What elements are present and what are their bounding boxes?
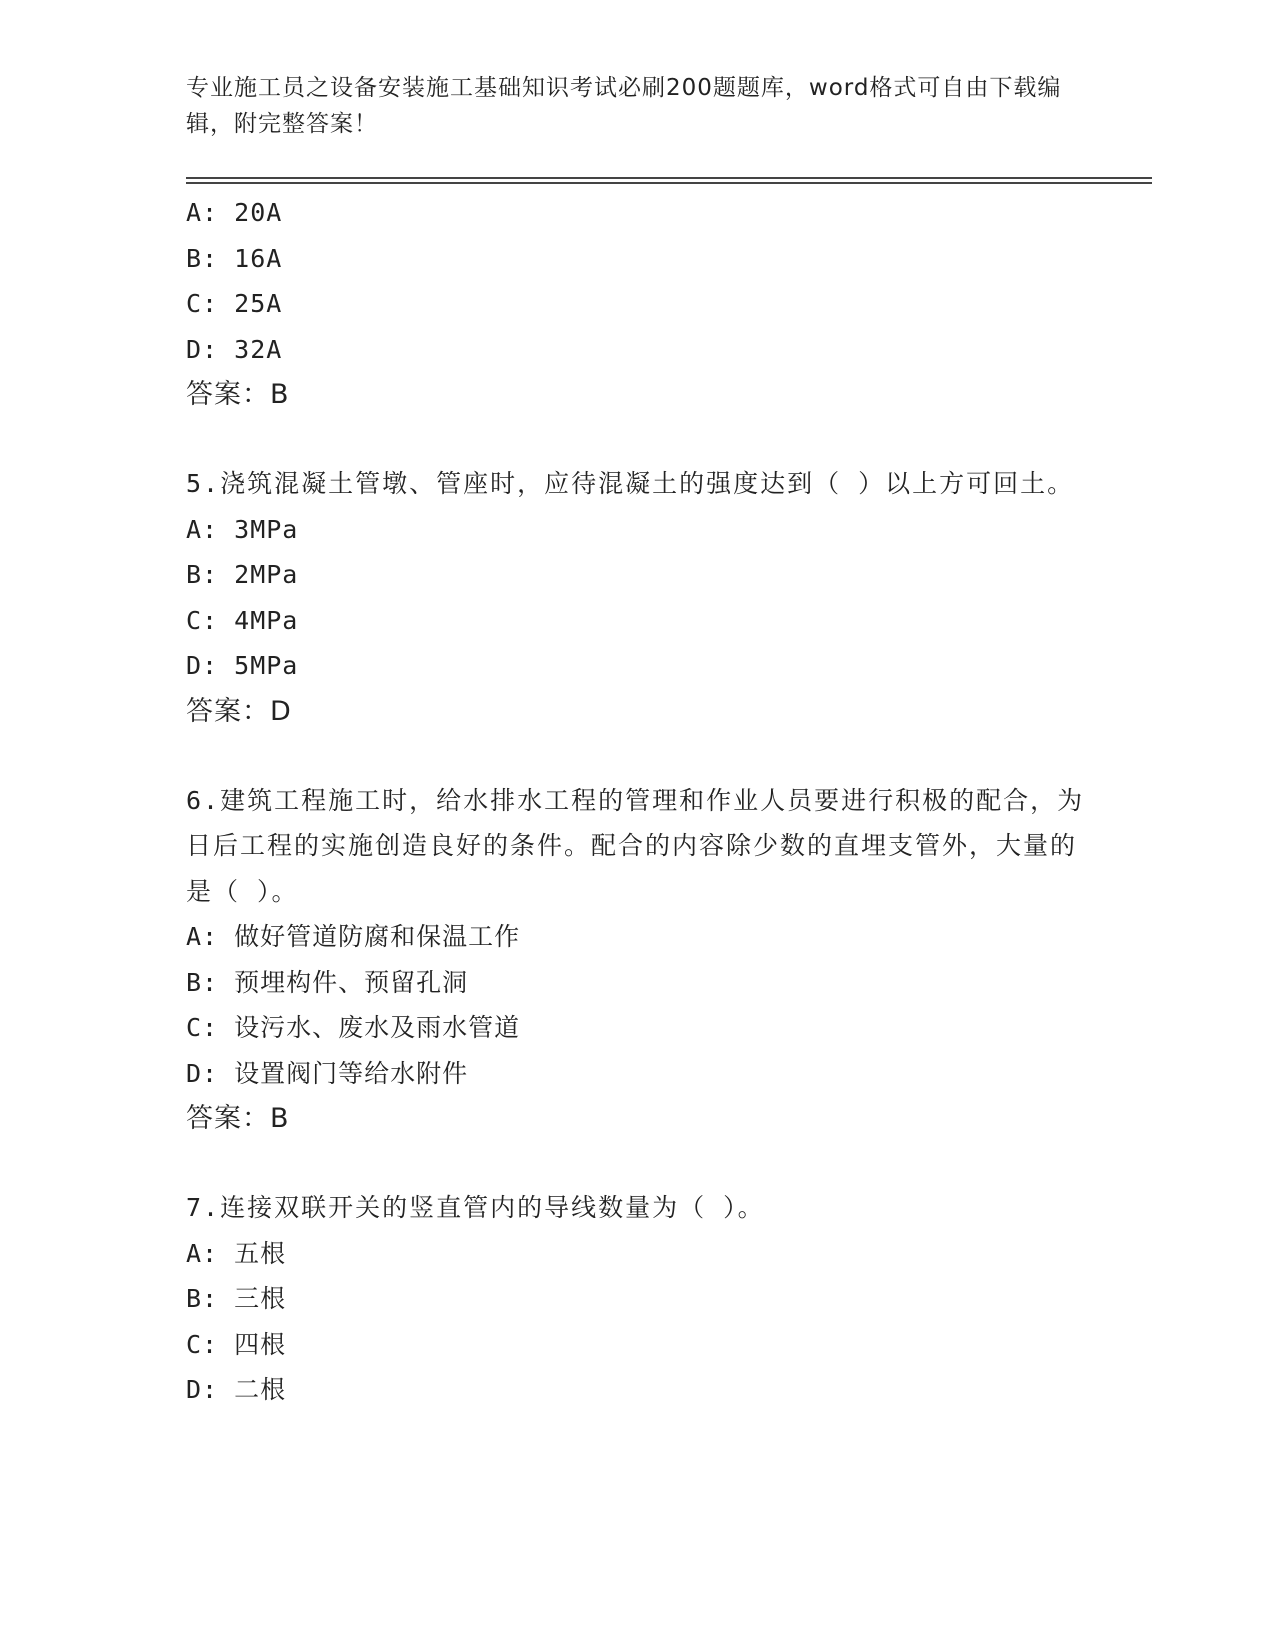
option-d: D: 二根 (186, 1375, 287, 1404)
option-a: A: 20A (186, 198, 283, 227)
question-stem: 5.浇筑混凝土管墩、管座时，应待混凝土的强度达到（ ）以上方可回土。 (186, 469, 1075, 498)
option-c: C: 4MPa (186, 605, 299, 635)
header-divider-bottom (186, 182, 1152, 184)
question-5-block (186, 461, 1086, 734)
option-c: C: 四根 (186, 1329, 287, 1359)
option-a: A: 3MPa (186, 514, 299, 544)
option-a: A: 做好管道防腐和保温工作 (186, 922, 521, 951)
option-a: A: 五根 (186, 1238, 287, 1268)
question-7-block (186, 1185, 1086, 1413)
option-c: C: 25A (186, 289, 283, 318)
spacer (186, 1141, 1086, 1185)
option-b: B: 2MPa (186, 560, 299, 589)
spacer (186, 734, 1086, 778)
option-b: B: 16A (186, 243, 283, 273)
option-c: C: 设污水、废水及雨水管道 (186, 1013, 521, 1042)
option-d: D: 32A (186, 334, 283, 364)
option-b: B: 预埋构件、预留孔洞 (186, 967, 469, 997)
question-list (186, 190, 1086, 1413)
option-d: D: 5MPa (186, 651, 299, 680)
answer-line: 答案：D (186, 695, 292, 727)
question-6-block (186, 778, 1086, 1142)
answer-line: 答案：B (186, 1103, 290, 1134)
question-stem: 7.连接双联开关的竖直管内的导线数量为（ ）。 (186, 1193, 765, 1222)
spacer (186, 417, 1086, 461)
question-stem: 6.建筑工程施工时，给水排水工程的管理和作业人员要进行积极的配合，为日后工程的实施创造良好的条件。配合的内容除少数的直埋支管外，大量的是（ ）。 (186, 785, 1085, 906)
document-title: 专业施工员之设备安装施工基础知识考试必刷200题题库，word格式可自由下载编辑，附完整答案！ (186, 75, 1062, 137)
answer-line: 答案：B (186, 379, 290, 410)
question-4-block (186, 190, 1086, 417)
header-divider-top (186, 177, 1152, 179)
option-d: D: 设置阀门等给水附件 (186, 1058, 469, 1088)
option-b: B: 三根 (186, 1284, 287, 1313)
